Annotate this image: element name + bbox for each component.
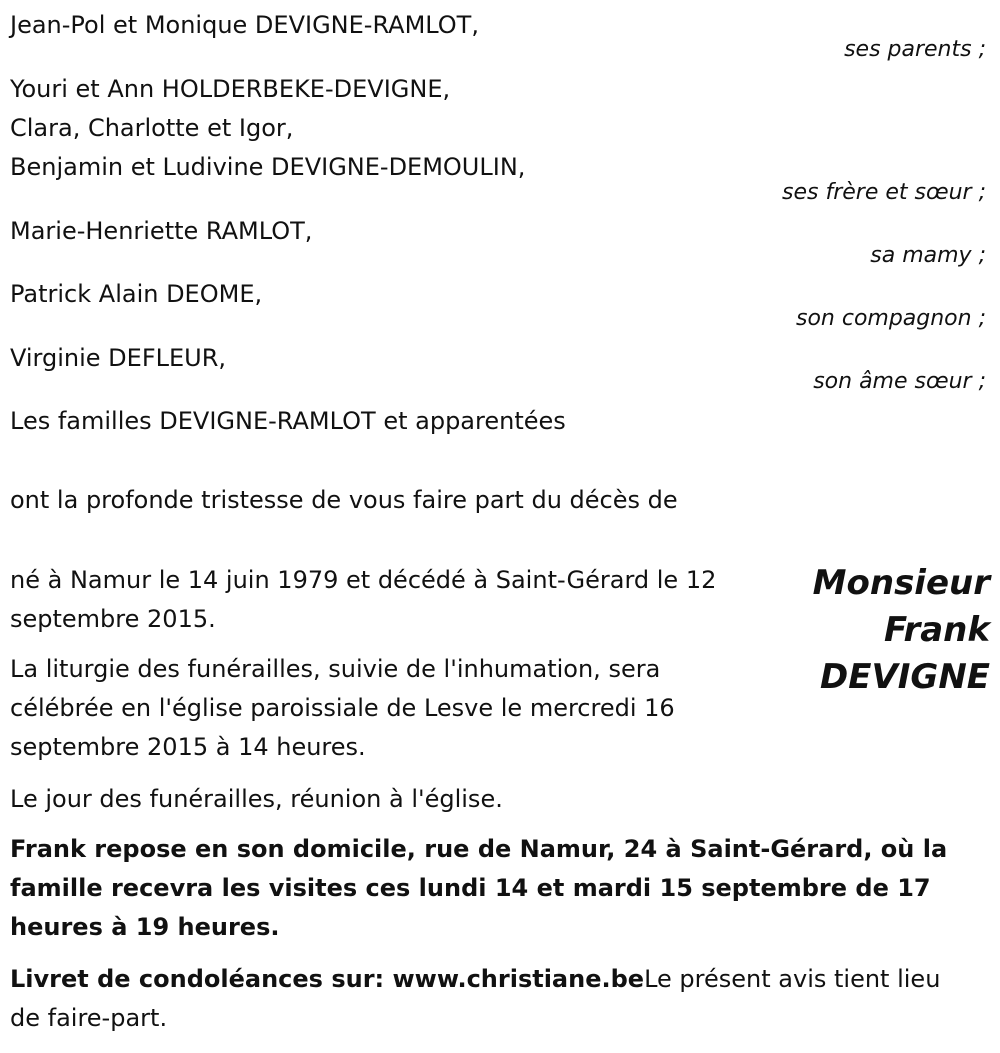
visitation-text: Frank repose en son domicile, rue de Namur, 24 à Saint-Gérard, où la famille recevra les visites ces lundi 14 et mardi 15 septembre de 17 heures à 19 heures. (10, 835, 948, 941)
parents-role: ses parents ; (844, 37, 986, 62)
soulmate-role: son âme sœur ; (813, 369, 986, 394)
announcement-text: ont la profonde tristesse de vous faire part du décès de (10, 486, 678, 514)
condolences-note: Le présent avis tient lieu de faire-part. (10, 965, 941, 1032)
parents-names: Jean-Pol et Monique DEVIGNE-RAMLOT, (10, 11, 479, 39)
deceased-last-name: DEVIGNE (820, 657, 990, 697)
deceased-first-name: Frank (883, 610, 990, 650)
siblings-role: ses frère et sœur ; (782, 180, 986, 205)
grandmother-name: Marie-Henriette RAMLOT, (10, 217, 313, 245)
sibling-line-1: Youri et Ann HOLDERBEKE-DEVIGNE, (10, 75, 451, 103)
birth-death-text: né à Namur le 14 juin 1979 et décédé à Saint-Gérard le 12 septembre 2015. (10, 566, 717, 633)
deceased-title: Monsieur (812, 563, 990, 603)
companion-role: son compagnon ; (795, 306, 986, 331)
sibling-line-2: Clara, Charlotte et Igor, (10, 114, 294, 142)
companion-name: Patrick Alain DEOME, (10, 280, 263, 308)
grandmother-role: sa mamy ; (870, 243, 986, 268)
sibling-line-3: Benjamin et Ludivine DEVIGNE-DEMOULIN, (10, 153, 526, 181)
condolences-paragraph (10, 960, 970, 1038)
families-line: Les familles DEVIGNE-RAMLOT et apparentées (10, 407, 566, 435)
gathering-text: Le jour des funérailles, réunion à l'église. (10, 785, 503, 813)
condolences-link[interactable]: Livret de condoléances sur: www.christiane.be (10, 965, 645, 993)
soulmate-name: Virginie DEFLEUR, (10, 344, 227, 372)
liturgy-text: La liturgie des funérailles, suivie de l'inhumation, sera célébrée en l'église paroissiale de Lesve le mercredi 16 septembre 2015 à 14 heures. (10, 655, 675, 761)
deceased-name (813, 560, 990, 701)
